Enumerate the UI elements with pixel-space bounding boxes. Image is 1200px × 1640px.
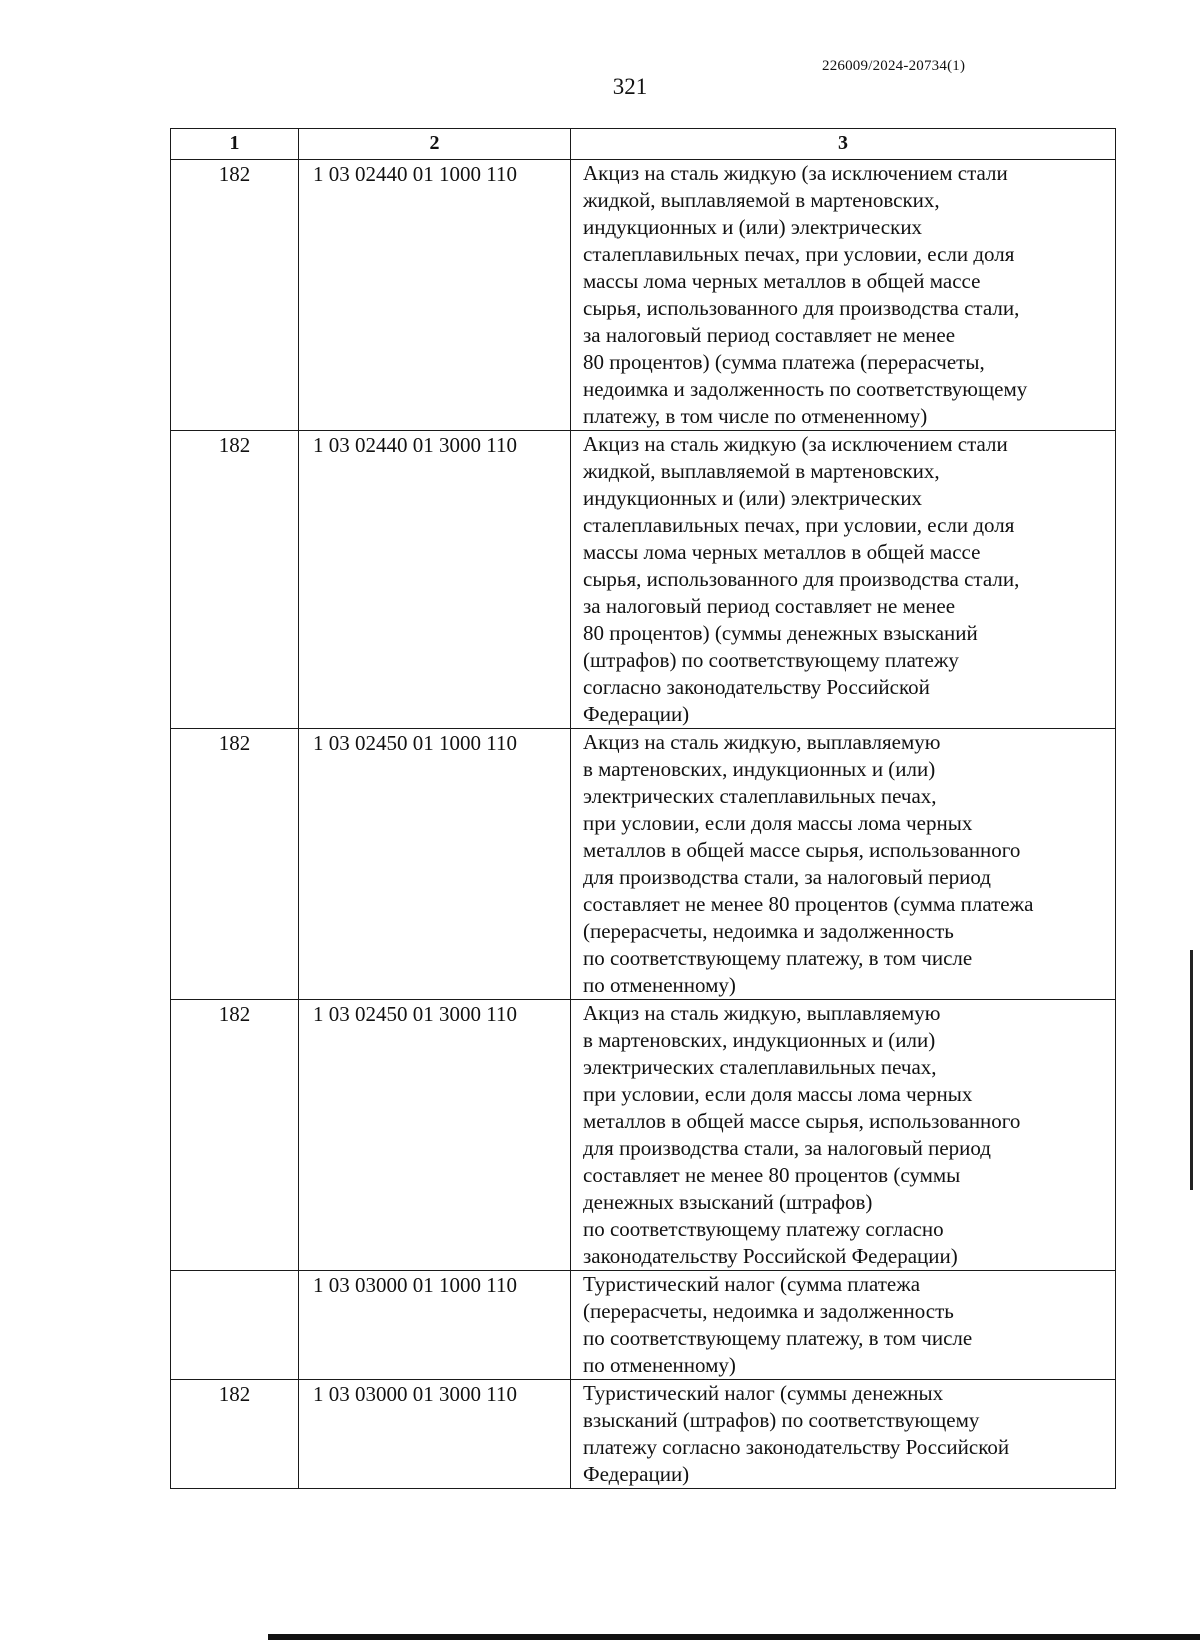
description-line: платежу, в том числе по отмененному) [583, 404, 928, 428]
budget-classification-code-cell: 1 03 02440 01 3000 110 [299, 431, 571, 729]
description-line: платежу согласно законодательству Российской [583, 1435, 1010, 1459]
description-line: индукционных и (или) электрических [583, 215, 923, 239]
description-line: Федерации) [583, 1462, 690, 1486]
budget-classification-code-cell: 1 03 03000 01 1000 110 [299, 1271, 571, 1380]
description-line: Акциз на сталь жидкую, выплавляемую [583, 730, 941, 754]
description-line: по соответствующему платежу, в том числе [583, 1326, 973, 1350]
admin-code-cell: 182 [171, 729, 299, 1000]
description-line: денежных взысканий (штрафов) [583, 1190, 873, 1214]
description-line: Акциз на сталь жидкую, выплавляемую [583, 1001, 941, 1025]
scan-bottom-bar [268, 1634, 1200, 1640]
admin-code-cell: 182 [171, 160, 299, 431]
description-cell [571, 729, 1116, 1000]
column-header-2: 2 [299, 129, 571, 160]
description-line: электрических сталеплавильных печах, [583, 1055, 937, 1079]
description-line: Акциз на сталь жидкую (за исключением стали [583, 161, 1008, 185]
table-row [171, 431, 1116, 729]
document-number: 226009/2024-20734(1) [822, 58, 966, 74]
description-line: жидкой, выплавляемой в мартеновских, [583, 459, 940, 483]
description-line: массы лома черных металлов в общей массе [583, 269, 981, 293]
budget-classification-code-cell: 1 03 02450 01 3000 110 [299, 1000, 571, 1271]
description-line: Туристический налог (суммы денежных [583, 1381, 944, 1405]
description-cell [571, 1271, 1116, 1380]
description-line: по отмененному) [583, 973, 736, 997]
description-line: индукционных и (или) электрических [583, 486, 923, 510]
budget-classification-code-cell: 1 03 02450 01 1000 110 [299, 729, 571, 1000]
description-line: Федерации) [583, 702, 690, 726]
description-line: (перерасчеты, недоимка и задолженность [583, 919, 954, 943]
admin-code-cell: 182 [171, 1380, 299, 1489]
page-number: 321 [612, 74, 648, 99]
table-row [171, 1000, 1116, 1271]
description-line: составляет не менее 80 процентов (сумма платежа [583, 892, 1034, 916]
description-line: сталеплавильных печах, при условии, если доля [583, 513, 1015, 537]
table-row [171, 160, 1116, 431]
description-line: в мартеновских, индукционных и (или) [583, 1028, 936, 1052]
description-line: Акциз на сталь жидкую (за исключением стали [583, 432, 1008, 456]
description-cell [571, 431, 1116, 729]
description-line: 80 процентов) (сумма платежа (перерасчеты, [583, 350, 985, 374]
description-line: при условии, если доля массы лома черных [583, 1082, 973, 1106]
scan-edge-mark [1190, 950, 1193, 1190]
column-header-1: 1 [171, 129, 299, 160]
admin-code-cell [171, 1271, 299, 1380]
budget-classification-code-cell: 1 03 02440 01 1000 110 [299, 160, 571, 431]
description-line: электрических сталеплавильных печах, [583, 784, 937, 808]
description-line: недоимка и задолженность по соответствующему [583, 377, 1028, 401]
description-line: сырья, использованного для производства стали, [583, 567, 1020, 591]
description-line: взысканий (штрафов) по соответствующему [583, 1408, 980, 1432]
description-cell [571, 1000, 1116, 1271]
description-line: Туристический налог (сумма платежа [583, 1272, 921, 1296]
description-line: за налоговый период составляет не менее [583, 323, 956, 347]
description-line: металлов в общей массе сырья, использованного [583, 838, 1021, 862]
budget-classification-code-cell: 1 03 03000 01 3000 110 [299, 1380, 571, 1489]
table-row [171, 1380, 1116, 1489]
description-line: (штрафов) по соответствующему платежу [583, 648, 959, 672]
description-line: по отмененному) [583, 1353, 736, 1377]
description-line: для производства стали, за налоговый период [583, 1136, 991, 1160]
description-line: согласно законодательству Российской [583, 675, 930, 699]
description-line: жидкой, выплавляемой в мартеновских, [583, 188, 940, 212]
description-cell [571, 160, 1116, 431]
column-header-3: 3 [571, 129, 1116, 160]
description-line: сталеплавильных печах, при условии, если доля [583, 242, 1015, 266]
description-line: по соответствующему платежу, в том числе [583, 946, 973, 970]
description-line: при условии, если доля массы лома черных [583, 811, 973, 835]
description-line: сырья, использованного для производства стали, [583, 296, 1020, 320]
description-line: по соответствующему платежу согласно [583, 1217, 944, 1241]
description-line: металлов в общей массе сырья, использованного [583, 1109, 1021, 1133]
table-row [171, 1271, 1116, 1380]
description-line: в мартеновских, индукционных и (или) [583, 757, 936, 781]
description-cell [571, 1380, 1116, 1489]
admin-code-cell: 182 [171, 431, 299, 729]
description-line: 80 процентов) (суммы денежных взысканий [583, 621, 978, 645]
description-line: для производства стали, за налоговый период [583, 865, 991, 889]
description-line: массы лома черных металлов в общей массе [583, 540, 981, 564]
description-line: составляет не менее 80 процентов (суммы [583, 1163, 961, 1187]
description-line: законодательству Российской Федерации) [583, 1244, 958, 1268]
table-header-row [171, 129, 1116, 160]
admin-code-cell: 182 [171, 1000, 299, 1271]
table-row [171, 729, 1116, 1000]
description-line: за налоговый период составляет не менее [583, 594, 956, 618]
budget-codes-table [170, 128, 1116, 1489]
description-line: (перерасчеты, недоимка и задолженность [583, 1299, 954, 1323]
